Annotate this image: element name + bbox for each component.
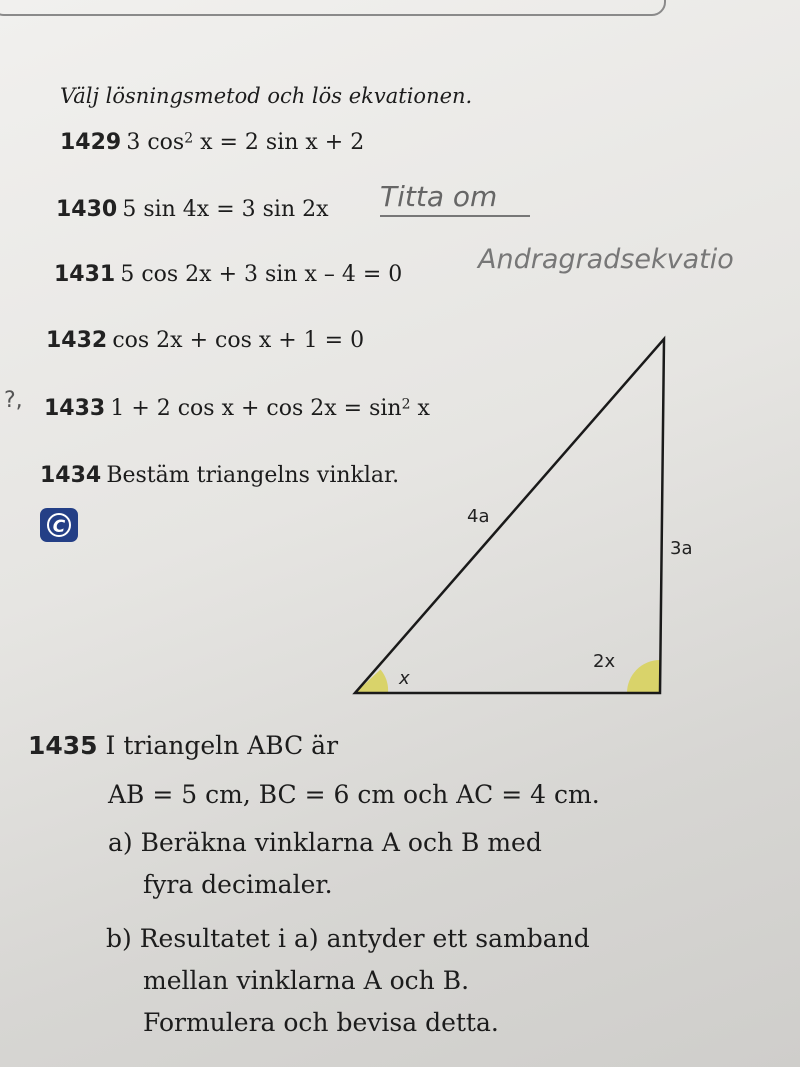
equation-part: 1 + 2 cos x + cos 2x = sin — [110, 396, 402, 421]
equation-part: 3 cos — [126, 130, 185, 155]
subtask-a — [108, 828, 542, 857]
problem-number: 1433 — [44, 396, 106, 421]
problem-number: 1430 — [56, 197, 118, 222]
subtask-b-continued: mellan vinklarna A och B. — [143, 966, 470, 995]
equation: cos 2x + cos x + 1 = 0 — [112, 328, 365, 353]
angle-x-label: x — [399, 668, 410, 689]
problem-number: 1431 — [54, 262, 116, 287]
subtask-text: Resultatet i a) antyder ett samband — [139, 924, 590, 953]
problem-number: 1434 — [40, 463, 102, 488]
exponent: 2 — [401, 396, 411, 413]
equation: 5 sin 4x = 3 sin 2x — [122, 197, 329, 222]
side-label: 3a — [670, 538, 693, 559]
equation-part: x = 2 sin x + 2 — [193, 130, 365, 155]
hypotenuse-label: 4a — [467, 506, 490, 527]
problem-text: Bestäm triangelns vinklar. — [106, 463, 400, 488]
problem-1435 — [28, 731, 338, 760]
subtask-a-continued: fyra decimaler. — [143, 870, 333, 899]
angle-2x-marker — [627, 660, 660, 693]
handwritten-note: Andragradsekvatio — [478, 244, 734, 275]
given-measures: AB = 5 cm, BC = 6 cm och AC = 4 cm. — [108, 780, 600, 809]
subtask-label: b) — [106, 924, 132, 953]
equation: 5 cos 2x + 3 sin x – 4 = 0 — [120, 262, 403, 287]
subtask-b-continued: Formulera och bevisa detta. — [143, 1008, 499, 1037]
subtask-text: Beräkna vinklarna A och B med — [140, 828, 542, 857]
instruction-text: Välj lösningsmetod och lös ekvationen. — [60, 84, 473, 108]
margin-pencil-mark: ?, — [4, 388, 23, 413]
triangle-outline — [355, 339, 664, 693]
equation-part: x — [410, 396, 430, 421]
subtask-b — [106, 924, 590, 953]
problem-intro: I triangeln ABC är — [105, 731, 339, 760]
exponent: 2 — [184, 130, 194, 147]
angle-2x-label: 2x — [593, 651, 616, 672]
problem-number: 1435 — [28, 731, 98, 760]
badge-letter: C — [47, 513, 71, 537]
problem-number: 1432 — [46, 328, 108, 353]
problem-number: 1429 — [60, 130, 122, 155]
handwritten-note: Titta om — [380, 180, 530, 217]
subtask-label: a) — [108, 828, 133, 857]
